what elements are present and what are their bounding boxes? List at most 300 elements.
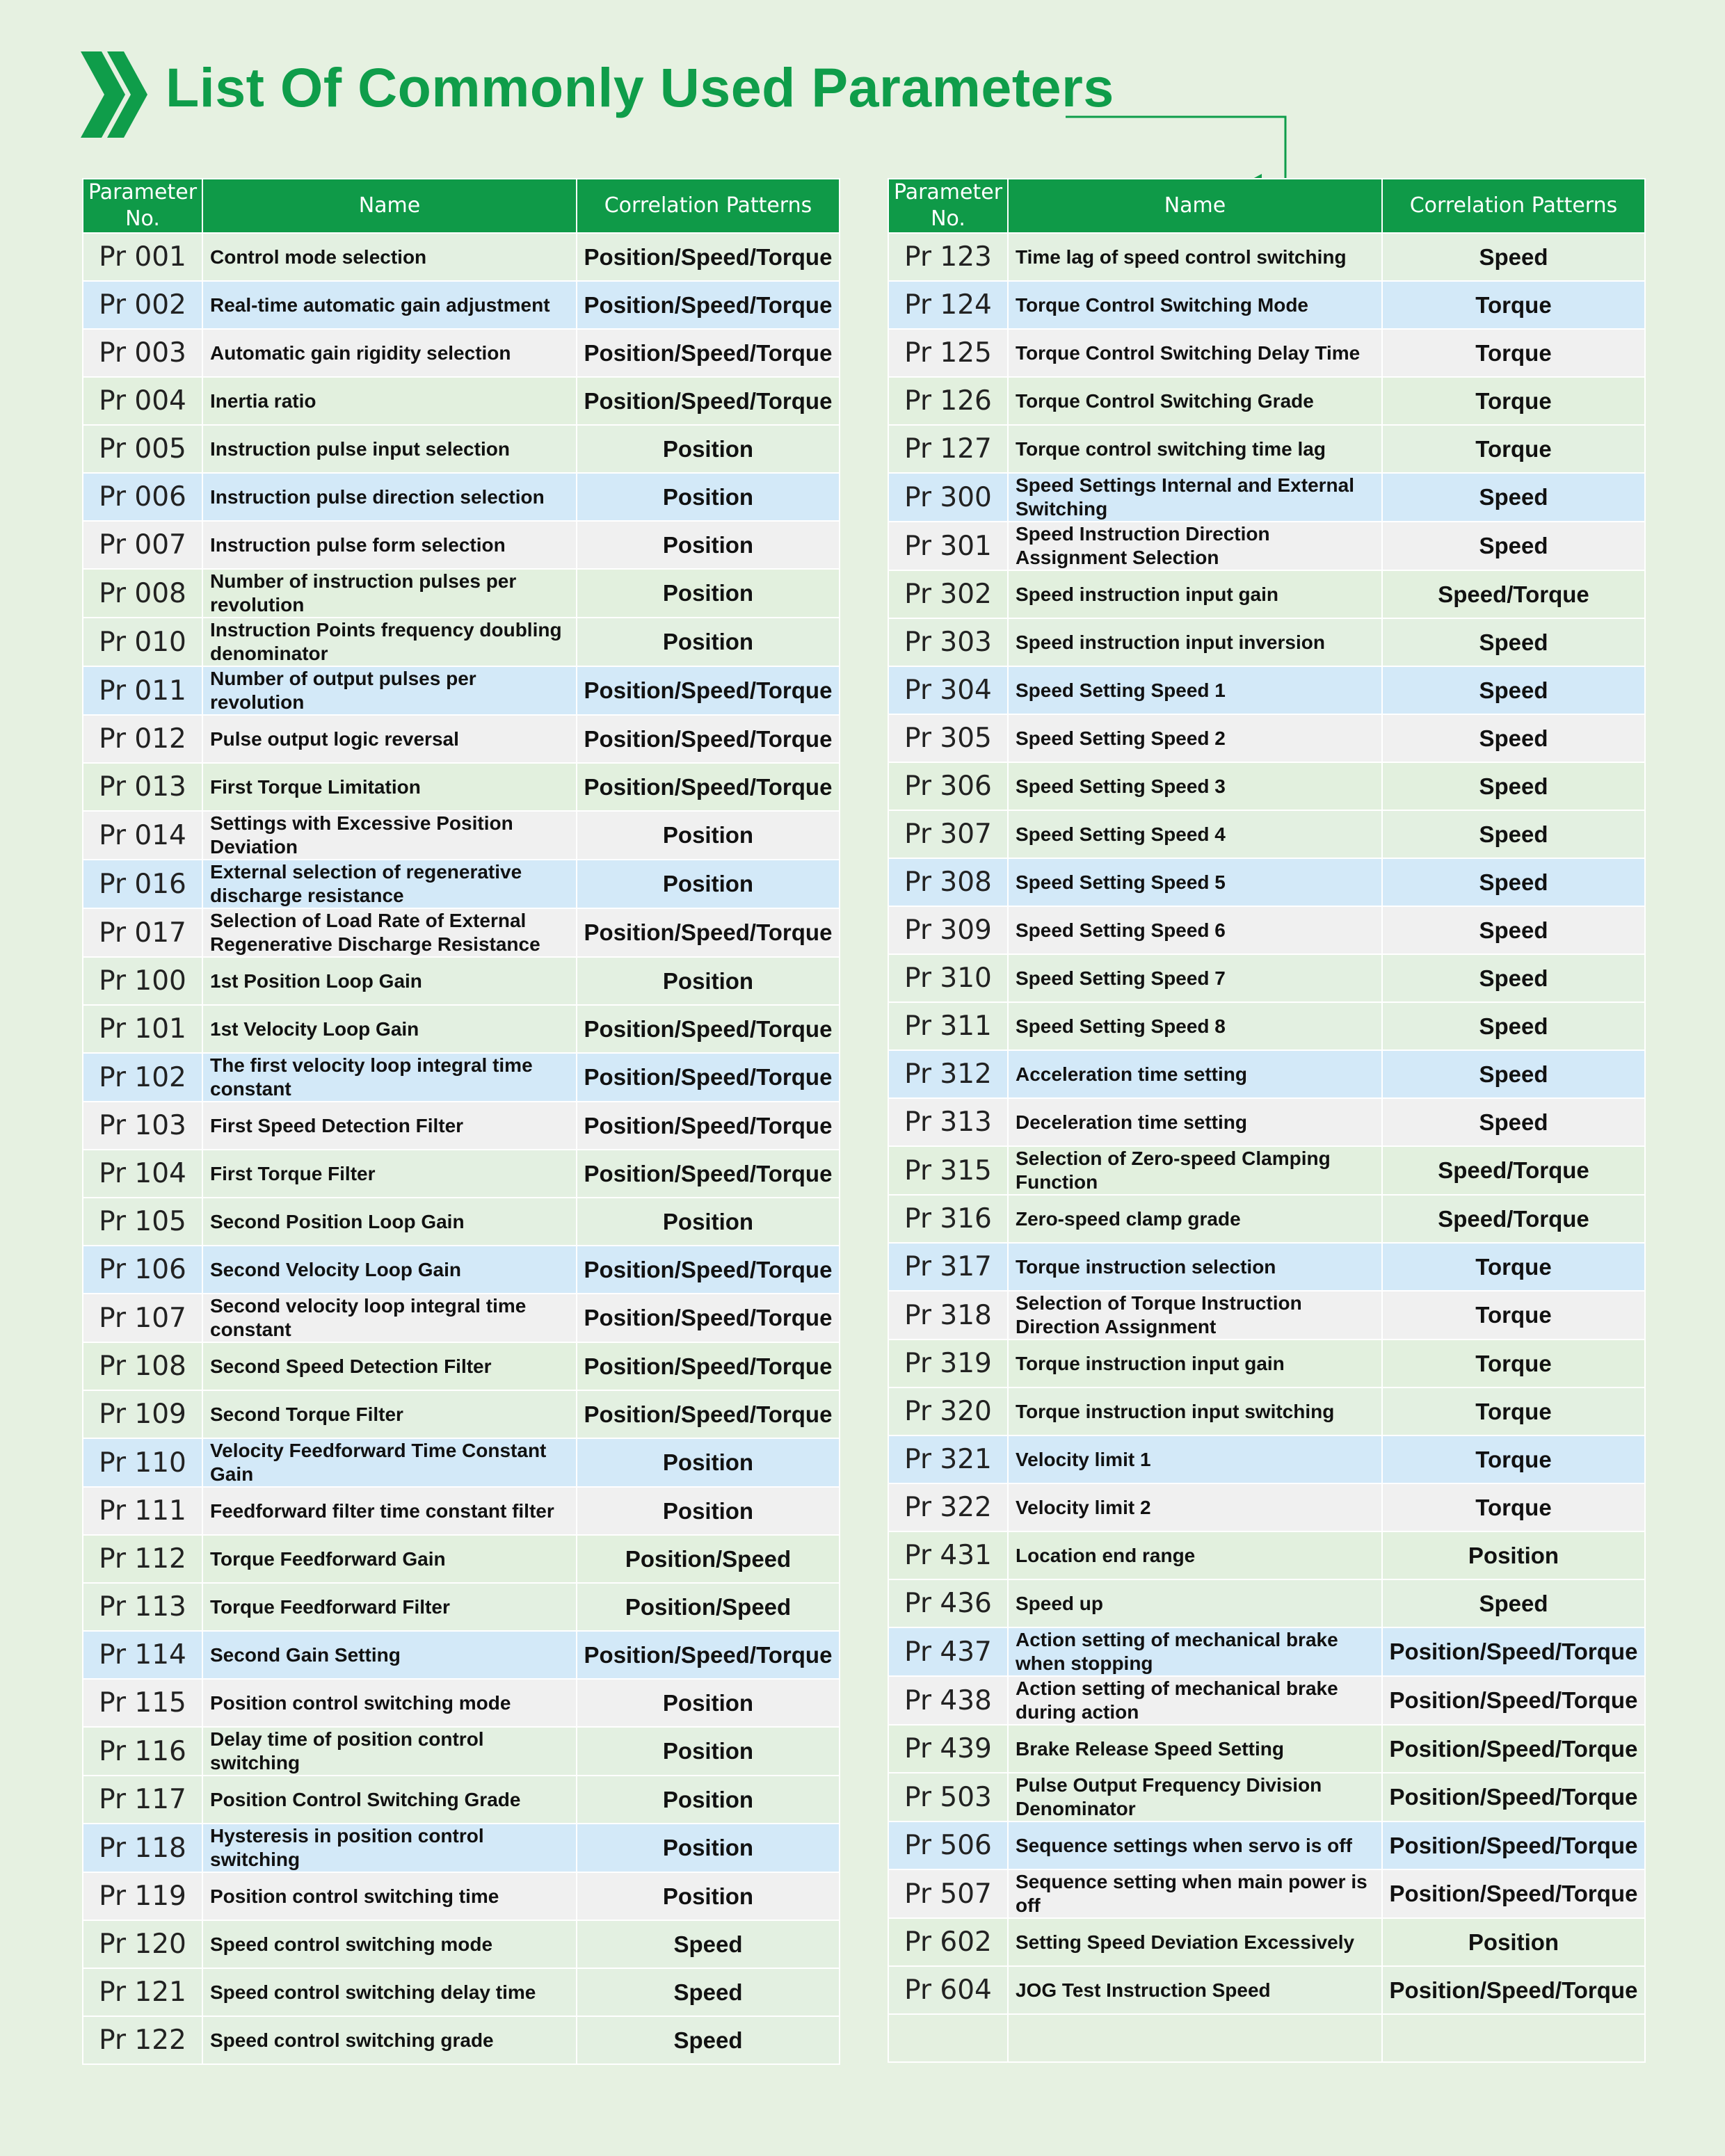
correlation-pattern-cell: Position (577, 618, 840, 666)
parameter-number-cell: Pr 116 (83, 1727, 202, 1776)
correlation-pattern-cell: Position/Speed/Torque (1382, 1725, 1645, 1773)
correlation-pattern-cell: Speed (1382, 954, 1645, 1002)
table-row (888, 281, 1645, 329)
parameter-name-cell: Real-time automatic gain adjustment (202, 281, 577, 329)
parameter-number-cell: Pr 318 (888, 1291, 1008, 1340)
table-row (83, 1198, 840, 1246)
parameter-name-cell: Second Gain Setting (202, 1631, 577, 1679)
parameter-name-cell: Time lag of speed control switching (1008, 233, 1382, 281)
correlation-pattern-cell: Speed (577, 2016, 840, 2064)
parameter-name-cell: Velocity limit 2 (1008, 1483, 1382, 1531)
parameter-number-cell: Pr 122 (83, 2016, 202, 2064)
correlation-pattern-cell: Torque (1382, 329, 1645, 377)
table-row (888, 810, 1645, 858)
parameter-number-cell: Pr 321 (888, 1435, 1008, 1483)
column-header-patterns: Correlation Patterns (1382, 179, 1645, 233)
parameter-number-cell: Pr 120 (83, 1920, 202, 1968)
parameter-number-cell: Pr 013 (83, 763, 202, 811)
parameter-name-cell (1008, 2014, 1382, 2062)
table-row (888, 1725, 1645, 1773)
parameter-name-cell: Speed Setting Speed 1 (1008, 666, 1382, 714)
correlation-pattern-cell: Position (577, 473, 840, 521)
table-row (83, 1487, 840, 1535)
correlation-pattern-cell: Position/Speed/Torque (577, 666, 840, 715)
parameter-name-cell: Settings with Excessive Position Deviation (202, 811, 577, 860)
parameter-number-cell: Pr 322 (888, 1483, 1008, 1531)
correlation-pattern-cell: Speed (1382, 1050, 1645, 1098)
parameter-name-cell: Deceleration time setting (1008, 1098, 1382, 1146)
table-row (83, 1583, 840, 1631)
correlation-pattern-cell: Position/Speed/Torque (577, 715, 840, 763)
correlation-pattern-cell: Speed (1382, 233, 1645, 281)
table-row (83, 233, 840, 281)
correlation-pattern-cell: Position (577, 1198, 840, 1246)
table-row (888, 233, 1645, 281)
correlation-pattern-cell: Position/Speed/Torque (1382, 1773, 1645, 1821)
correlation-pattern-cell: Position/Speed/Torque (577, 233, 840, 281)
correlation-pattern-cell: Position (577, 1679, 840, 1727)
parameter-number-cell: Pr 313 (888, 1098, 1008, 1146)
parameter-name-cell: Instruction Points frequency doubling denominator (202, 618, 577, 666)
correlation-pattern-cell: Torque (1382, 281, 1645, 329)
table-row (888, 1340, 1645, 1387)
table-row (888, 1435, 1645, 1483)
table-row (888, 2014, 1645, 2062)
parameter-number-cell: Pr 008 (83, 569, 202, 618)
parameter-name-cell: Speed control switching mode (202, 1920, 577, 1968)
parameter-name-cell: 1st Velocity Loop Gain (202, 1005, 577, 1053)
parameter-name-cell: 1st Position Loop Gain (202, 957, 577, 1005)
parameter-name-cell: Speed Setting Speed 6 (1008, 906, 1382, 954)
correlation-pattern-cell: Torque (1382, 1243, 1645, 1291)
table-row (83, 281, 840, 329)
table-row (888, 1291, 1645, 1340)
parameter-name-cell: Automatic gain rigidity selection (202, 329, 577, 377)
parameter-name-cell: Torque instruction input switching (1008, 1387, 1382, 1435)
parameter-number-cell: Pr 117 (83, 1776, 202, 1824)
table-row (83, 1246, 840, 1294)
correlation-pattern-cell: Position/Speed/Torque (1382, 1966, 1645, 2014)
parameter-name-cell: Torque instruction input gain (1008, 1340, 1382, 1387)
parameter-number-cell: Pr 119 (83, 1872, 202, 1920)
correlation-pattern-cell: Speed (1382, 618, 1645, 666)
table-row (888, 1531, 1645, 1579)
correlation-pattern-cell: Torque (1382, 1483, 1645, 1531)
table-row (83, 1150, 840, 1198)
correlation-pattern-cell: Speed (1382, 906, 1645, 954)
parameter-number-cell: Pr 002 (83, 281, 202, 329)
correlation-pattern-cell: Torque (1382, 425, 1645, 473)
parameter-name-cell: Second Position Loop Gain (202, 1198, 577, 1246)
correlation-pattern-cell: Speed/Torque (1382, 1195, 1645, 1243)
parameter-number-cell: Pr 127 (888, 425, 1008, 473)
table-row (888, 666, 1645, 714)
parameter-number-cell: Pr 312 (888, 1050, 1008, 1098)
parameter-number-cell: Pr 011 (83, 666, 202, 715)
table-row (888, 1387, 1645, 1435)
correlation-pattern-cell: Speed (1382, 810, 1645, 858)
correlation-pattern-cell: Position/Speed/Torque (1382, 1627, 1645, 1676)
table-row (888, 1146, 1645, 1195)
page-title: List Of Commonly Used Parameters (166, 56, 1114, 118)
correlation-pattern-cell: Speed (577, 1920, 840, 1968)
table-row (888, 1050, 1645, 1098)
parameter-number-cell: Pr 103 (83, 1102, 202, 1150)
correlation-pattern-cell: Torque (1382, 1435, 1645, 1483)
parameter-name-cell: Feedforward filter time constant filter (202, 1487, 577, 1535)
table-row (83, 1438, 840, 1487)
parameter-number-cell: Pr 106 (83, 1246, 202, 1294)
parameter-number-cell: Pr 115 (83, 1679, 202, 1727)
parameter-name-cell: Torque Control Switching Mode (1008, 281, 1382, 329)
parameter-name-cell: Zero-speed clamp grade (1008, 1195, 1382, 1243)
parameter-number-cell: Pr 301 (888, 522, 1008, 570)
parameter-number-cell: Pr 006 (83, 473, 202, 521)
correlation-pattern-cell: Speed (1382, 858, 1645, 906)
parameter-name-cell: Speed Instruction Direction Assignment Selection (1008, 522, 1382, 570)
parameter-name-cell: Speed Setting Speed 2 (1008, 714, 1382, 762)
parameter-name-cell: Selection of Load Rate of External Regenerative Discharge Resistance (202, 908, 577, 957)
parameter-number-cell: Pr 126 (888, 377, 1008, 425)
table-row (83, 2016, 840, 2064)
parameter-number-cell: Pr 431 (888, 1531, 1008, 1579)
parameter-name-cell: Speed Settings Internal and External Switching (1008, 473, 1382, 522)
correlation-pattern-cell: Position (577, 957, 840, 1005)
table-row (888, 618, 1645, 666)
parameter-name-cell: Hysteresis in position control switching (202, 1824, 577, 1872)
parameter-name-cell: JOG Test Instruction Speed (1008, 1966, 1382, 2014)
table-row (888, 762, 1645, 810)
parameter-number-cell: Pr 104 (83, 1150, 202, 1198)
correlation-pattern-cell: Speed (1382, 1002, 1645, 1050)
parameter-name-cell: Sequence settings when servo is off (1008, 1821, 1382, 1869)
parameter-number-cell: Pr 113 (83, 1583, 202, 1631)
parameter-number-cell: Pr 436 (888, 1579, 1008, 1627)
correlation-pattern-cell: Torque (1382, 1291, 1645, 1340)
table-row (888, 1966, 1645, 2014)
parameter-name-cell: Speed Setting Speed 5 (1008, 858, 1382, 906)
correlation-pattern-cell: Position/Speed/Torque (577, 908, 840, 957)
parameter-name-cell: Control mode selection (202, 233, 577, 281)
table-row (83, 715, 840, 763)
double-chevron-right-icon (81, 50, 150, 139)
table-row (83, 569, 840, 618)
parameter-number-cell: Pr 012 (83, 715, 202, 763)
column-header-parameter-no: Parameter No. (83, 179, 202, 233)
correlation-pattern-cell: Speed (1382, 762, 1645, 810)
column-header-parameter-no: Parameter No. (888, 179, 1008, 233)
parameter-number-cell: Pr 302 (888, 570, 1008, 618)
correlation-pattern-cell: Speed/Torque (1382, 1146, 1645, 1195)
parameter-name-cell: Sequence setting when main power is off (1008, 1869, 1382, 1918)
parameter-name-cell: Brake Release Speed Setting (1008, 1725, 1382, 1773)
parameter-number-cell: Pr 109 (83, 1390, 202, 1438)
correlation-pattern-cell: Position/Speed/Torque (577, 1005, 840, 1053)
parameter-name-cell: Second Torque Filter (202, 1390, 577, 1438)
table-row (83, 1824, 840, 1872)
parameter-name-cell: Inertia ratio (202, 377, 577, 425)
table-row (888, 425, 1645, 473)
parameter-number-cell: Pr 001 (83, 233, 202, 281)
column-header-name: Name (202, 179, 577, 233)
parameter-number-cell: Pr 016 (83, 860, 202, 908)
correlation-pattern-cell: Torque (1382, 1340, 1645, 1387)
parameter-number-cell: Pr 507 (888, 1869, 1008, 1918)
parameter-number-cell: Pr 307 (888, 810, 1008, 858)
table-row (83, 1920, 840, 1968)
parameter-number-cell: Pr 010 (83, 618, 202, 666)
page-header (81, 50, 1263, 147)
correlation-pattern-cell: Position (577, 860, 840, 908)
column-header-name: Name (1008, 179, 1382, 233)
correlation-pattern-cell: Position (577, 1824, 840, 1872)
correlation-pattern-cell: Position (577, 1776, 840, 1824)
correlation-pattern-cell: Speed/Torque (1382, 570, 1645, 618)
parameter-name-cell: External selection of regenerative discharge resistance (202, 860, 577, 908)
table-row (83, 811, 840, 860)
parameter-name-cell: Speed instruction input inversion (1008, 618, 1382, 666)
parameter-name-cell: Velocity Feedforward Time Constant Gain (202, 1438, 577, 1487)
parameter-number-cell: Pr 300 (888, 473, 1008, 522)
parameter-name-cell: Pulse output logic reversal (202, 715, 577, 763)
parameter-number-cell: Pr 105 (83, 1198, 202, 1246)
parameter-number-cell: Pr 014 (83, 811, 202, 860)
parameter-name-cell: Speed Setting Speed 7 (1008, 954, 1382, 1002)
correlation-pattern-cell: Speed (1382, 666, 1645, 714)
table-row (888, 473, 1645, 522)
table-row (83, 1679, 840, 1727)
parameter-number-cell: Pr 303 (888, 618, 1008, 666)
parameter-number-cell: Pr 108 (83, 1342, 202, 1390)
parameter-name-cell: Second velocity loop integral time constant (202, 1294, 577, 1342)
parameter-name-cell: Number of output pulses per revolution (202, 666, 577, 715)
parameter-number-cell: Pr 112 (83, 1535, 202, 1583)
parameter-number-cell: Pr 111 (83, 1487, 202, 1535)
parameter-number-cell: Pr 304 (888, 666, 1008, 714)
parameter-name-cell: Acceleration time setting (1008, 1050, 1382, 1098)
parameter-number-cell: Pr 305 (888, 714, 1008, 762)
parameter-number-cell: Pr 004 (83, 377, 202, 425)
parameter-name-cell: Setting Speed Deviation Excessively (1008, 1918, 1382, 1966)
parameter-number-cell: Pr 114 (83, 1631, 202, 1679)
table-row (83, 1631, 840, 1679)
parameter-name-cell: Position Control Switching Grade (202, 1776, 577, 1824)
table-row (83, 957, 840, 1005)
correlation-pattern-cell: Position/Speed/Torque (577, 1342, 840, 1390)
parameter-name-cell: Location end range (1008, 1531, 1382, 1579)
parameter-number-cell: Pr 003 (83, 329, 202, 377)
parameter-name-cell: Action setting of mechanical brake during action (1008, 1676, 1382, 1725)
correlation-pattern-cell: Position/Speed (577, 1583, 840, 1631)
table-row (888, 714, 1645, 762)
table-row (888, 1002, 1645, 1050)
correlation-pattern-cell: Position/Speed/Torque (577, 1631, 840, 1679)
parameter-number-cell: Pr 602 (888, 1918, 1008, 1966)
parameter-number-cell: Pr 124 (888, 281, 1008, 329)
parameter-name-cell: Instruction pulse form selection (202, 521, 577, 569)
parameter-name-cell: Delay time of position control switching (202, 1727, 577, 1776)
table-row (888, 858, 1645, 906)
table-row (83, 618, 840, 666)
table-row (83, 1005, 840, 1053)
table-row (888, 1627, 1645, 1676)
table-header-row (83, 179, 840, 233)
table-row (83, 1776, 840, 1824)
correlation-pattern-cell: Position/Speed/Torque (577, 281, 840, 329)
parameter-number-cell: Pr 118 (83, 1824, 202, 1872)
parameter-number-cell: Pr 319 (888, 1340, 1008, 1387)
correlation-pattern-cell: Speed (1382, 1098, 1645, 1146)
parameter-name-cell: Second Speed Detection Filter (202, 1342, 577, 1390)
table-row (888, 1773, 1645, 1821)
correlation-pattern-cell: Speed (1382, 522, 1645, 570)
parameter-name-cell: Speed instruction input gain (1008, 570, 1382, 618)
table-row (888, 1676, 1645, 1725)
parameter-name-cell: First Torque Filter (202, 1150, 577, 1198)
table-row (888, 1869, 1645, 1918)
correlation-pattern-cell: Position (577, 811, 840, 860)
parameter-number-cell: Pr 316 (888, 1195, 1008, 1243)
parameter-number-cell: Pr 110 (83, 1438, 202, 1487)
parameter-name-cell: Torque Feedforward Filter (202, 1583, 577, 1631)
table-row (83, 473, 840, 521)
table-row (888, 1243, 1645, 1291)
parameter-name-cell: Instruction pulse input selection (202, 425, 577, 473)
correlation-pattern-cell: Position/Speed/Torque (577, 329, 840, 377)
table-row (888, 570, 1645, 618)
correlation-pattern-cell: Speed (1382, 473, 1645, 522)
parameter-name-cell: Action setting of mechanical brake when stopping (1008, 1627, 1382, 1676)
correlation-pattern-cell: Position/Speed/Torque (577, 377, 840, 425)
parameter-name-cell: Speed Setting Speed 3 (1008, 762, 1382, 810)
parameter-name-cell: Speed up (1008, 1579, 1382, 1627)
parameter-name-cell: Torque instruction selection (1008, 1243, 1382, 1291)
correlation-pattern-cell: Position (1382, 1918, 1645, 1966)
parameter-number-cell: Pr 125 (888, 329, 1008, 377)
parameter-number-cell: Pr 306 (888, 762, 1008, 810)
correlation-pattern-cell: Position (577, 1727, 840, 1776)
table-row (83, 1102, 840, 1150)
table-row (83, 1535, 840, 1583)
parameter-name-cell: First Speed Detection Filter (202, 1102, 577, 1150)
parameter-number-cell: Pr 121 (83, 1968, 202, 2016)
correlation-pattern-cell: Position (577, 1872, 840, 1920)
parameter-name-cell: Torque Feedforward Gain (202, 1535, 577, 1583)
correlation-pattern-cell: Speed (1382, 714, 1645, 762)
table-row (888, 1483, 1645, 1531)
parameter-name-cell: Torque Control Switching Grade (1008, 377, 1382, 425)
table-row (83, 425, 840, 473)
correlation-pattern-cell: Position/Speed/Torque (577, 1150, 840, 1198)
column-header-patterns: Correlation Patterns (577, 179, 840, 233)
correlation-pattern-cell: Position/Speed/Torque (577, 763, 840, 811)
correlation-pattern-cell: Position (577, 521, 840, 569)
correlation-pattern-cell: Position (577, 1487, 840, 1535)
table-row (888, 1098, 1645, 1146)
correlation-pattern-cell: Torque (1382, 377, 1645, 425)
table-row (83, 1053, 840, 1102)
parameter-number-cell: Pr 437 (888, 1627, 1008, 1676)
parameter-number-cell: Pr 309 (888, 906, 1008, 954)
parameter-name-cell: Speed control switching grade (202, 2016, 577, 2064)
parameter-number-cell: Pr 439 (888, 1725, 1008, 1773)
table-row (83, 763, 840, 811)
parameters-table-left (82, 178, 840, 2065)
correlation-pattern-cell: Position/Speed/Torque (1382, 1676, 1645, 1725)
table-row (888, 906, 1645, 954)
parameter-name-cell: Speed Setting Speed 4 (1008, 810, 1382, 858)
parameter-number-cell: Pr 107 (83, 1294, 202, 1342)
table-header-row (888, 179, 1645, 233)
correlation-pattern-cell: Position/Speed/Torque (1382, 1869, 1645, 1918)
parameter-number-cell: Pr 017 (83, 908, 202, 957)
parameter-name-cell: Torque control switching time lag (1008, 425, 1382, 473)
correlation-pattern-cell: Speed (577, 1968, 840, 2016)
table-row (888, 1579, 1645, 1627)
parameter-name-cell: Position control switching time (202, 1872, 577, 1920)
correlation-pattern-cell: Position (1382, 1531, 1645, 1579)
correlation-pattern-cell: Position/Speed/Torque (1382, 1821, 1645, 1869)
table-row (888, 522, 1645, 570)
parameter-number-cell: Pr 101 (83, 1005, 202, 1053)
parameter-name-cell: Number of instruction pulses per revolution (202, 569, 577, 618)
parameter-name-cell: Position control switching mode (202, 1679, 577, 1727)
table-row (83, 377, 840, 425)
table-row (83, 1968, 840, 2016)
correlation-pattern-cell (1382, 2014, 1645, 2062)
correlation-pattern-cell: Position (577, 425, 840, 473)
table-row (888, 377, 1645, 425)
parameter-number-cell: Pr 007 (83, 521, 202, 569)
table-row (83, 1390, 840, 1438)
parameter-number-cell: Pr 604 (888, 1966, 1008, 2014)
table-row (888, 954, 1645, 1002)
parameter-name-cell: The first velocity loop integral time constant (202, 1053, 577, 1102)
correlation-pattern-cell: Position/Speed/Torque (577, 1246, 840, 1294)
parameter-number-cell: Pr 005 (83, 425, 202, 473)
correlation-pattern-cell: Speed (1382, 1579, 1645, 1627)
parameter-name-cell: Speed Setting Speed 8 (1008, 1002, 1382, 1050)
table-row (888, 1821, 1645, 1869)
parameter-name-cell: Torque Control Switching Delay Time (1008, 329, 1382, 377)
table-row (83, 1727, 840, 1776)
parameter-name-cell: Selection of Torque Instruction Direction Assignment (1008, 1291, 1382, 1340)
correlation-pattern-cell: Position (577, 569, 840, 618)
parameter-number-cell: Pr 102 (83, 1053, 202, 1102)
table-row (83, 908, 840, 957)
parameter-number-cell: Pr 503 (888, 1773, 1008, 1821)
table-row (83, 1872, 840, 1920)
parameter-name-cell: Second Velocity Loop Gain (202, 1246, 577, 1294)
parameters-table-right (888, 178, 1646, 2063)
correlation-pattern-cell: Position/Speed/Torque (577, 1294, 840, 1342)
correlation-pattern-cell: Position/Speed/Torque (577, 1053, 840, 1102)
parameter-number-cell: Pr 315 (888, 1146, 1008, 1195)
parameter-name-cell: First Torque Limitation (202, 763, 577, 811)
parameter-number-cell (888, 2014, 1008, 2062)
correlation-pattern-cell: Position (577, 1438, 840, 1487)
parameter-number-cell: Pr 506 (888, 1821, 1008, 1869)
table-row (83, 329, 840, 377)
parameter-name-cell: Selection of Zero-speed Clamping Function (1008, 1146, 1382, 1195)
parameter-number-cell: Pr 438 (888, 1676, 1008, 1725)
correlation-pattern-cell: Position/Speed (577, 1535, 840, 1583)
parameter-number-cell: Pr 317 (888, 1243, 1008, 1291)
parameter-number-cell: Pr 123 (888, 233, 1008, 281)
table-row (888, 329, 1645, 377)
parameter-name-cell: Pulse Output Frequency Division Denominator (1008, 1773, 1382, 1821)
parameter-number-cell: Pr 100 (83, 957, 202, 1005)
